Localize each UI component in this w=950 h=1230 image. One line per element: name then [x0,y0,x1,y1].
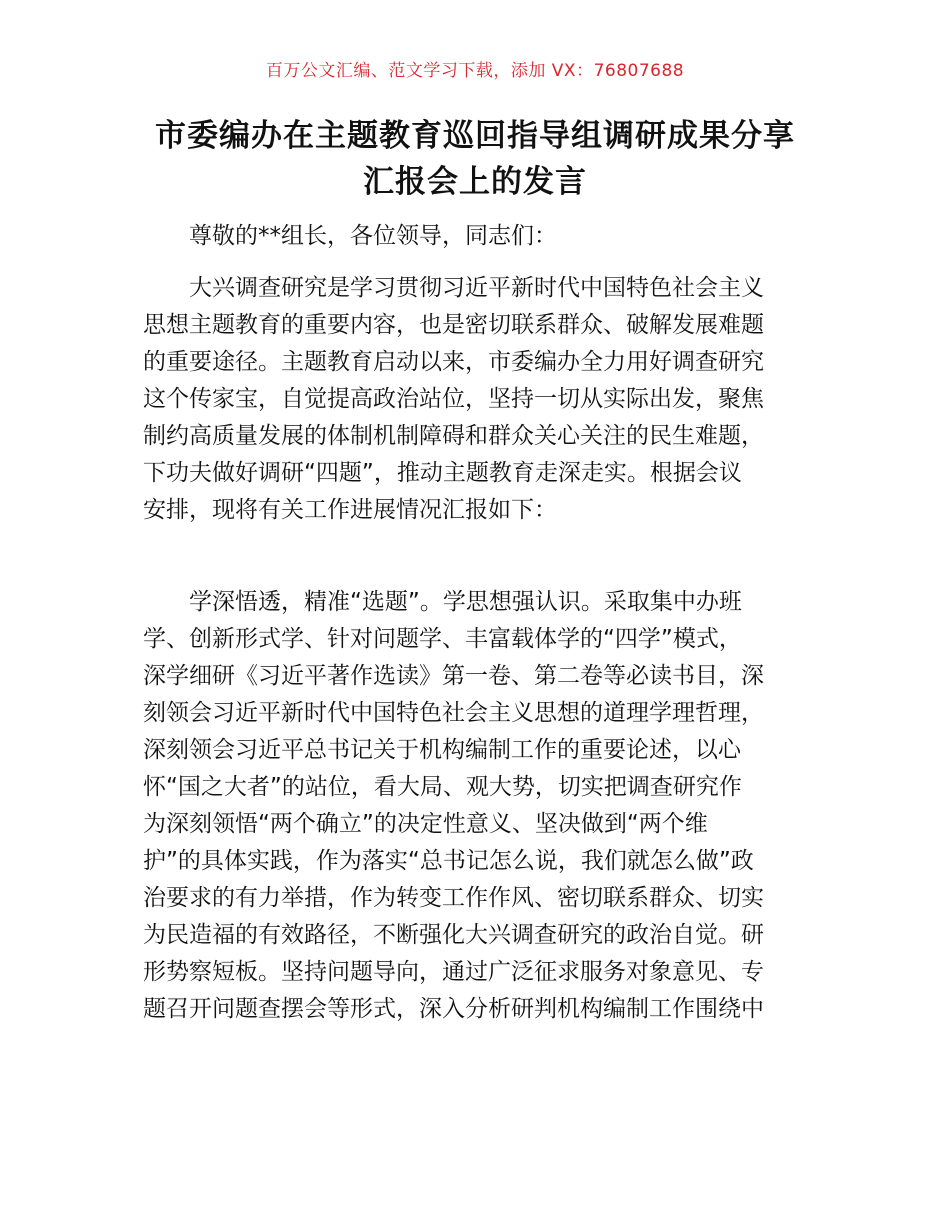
paragraph-2 [143,584,813,1028]
paragraph-line: 学、创新形式学、针对问题学、丰富载体学的“四学”模式， [143,626,742,652]
paragraph-line: 为深刻领悟“两个确立”的决定性意义、坚决做到“两个维 [143,811,708,837]
paragraph-line: 下功夫做好调研“四题”，推动主题教育走深走实。根据会议 [143,460,742,486]
paragraph-line: 安排，现将有关工作进展情况汇报如下： [143,497,557,523]
paragraph-line: 思想主题教育的重要内容，也是密切联系群众、破解发展难题 [143,312,764,338]
paragraph-line: 题召开问题查摆会等形式，深入分析研判机构编制工作围绕中 [143,996,764,1022]
paragraph-line: 为民造福的有效路径，不断强化大兴调查研究的政治自觉。研 [143,922,764,948]
salutation [143,218,813,255]
paragraph-line: 怀“国之大者”的站位，看大局、观大势，切实把调查研究作 [143,774,742,800]
paragraph-line: 大兴调查研究是学习贯彻习近平新时代中国特色社会主义 [143,275,764,301]
paragraph-line: 的重要途径。主题教育启动以来，市委编办全力用好调查研究 [143,349,764,375]
paragraph-line: 深刻领会习近平总书记关于机构编制工作的重要论述，以心 [143,737,741,763]
paragraph-line: 形势察短板。坚持问题导向，通过广泛征求服务对象意见、专 [143,959,764,985]
salutation-line: 尊敬的**组长，各位领导，同志们： [143,223,557,249]
header-note: 百万公文汇编、范文学习下载，添加 VX：76807688 [265,61,685,81]
paragraph-line: 治要求的有力举措，作为转变工作作风、密切联系群众、切实 [143,885,764,911]
paragraph-line: 深学细研《习近平著作选读》第一卷、第二卷等必读书目，深 [143,663,764,689]
document-title-line-2: 汇报会上的发言 [363,164,587,200]
paragraph-line: 这个传家宝，自觉提高政治站位，坚持一切从实际出发，聚焦 [143,386,764,412]
paragraph-line: 学深悟透，精准“选题”。学思想强认识。采取集中办班 [143,589,742,615]
paragraph-line: 制约高质量发展的体制机制障碍和群众关心关注的民生难题， [143,423,764,449]
document-title-line-1: 市委编办在主题教育巡回指导组调研成果分享 [155,118,795,154]
paragraph-line: 刻领会习近平新时代中国特色社会主义思想的道理学理哲理， [143,700,764,726]
paragraph-1 [143,270,813,529]
paragraph-line: 护”的具体实践，作为落实“总书记怎么说，我们就怎么做”政 [143,848,754,874]
